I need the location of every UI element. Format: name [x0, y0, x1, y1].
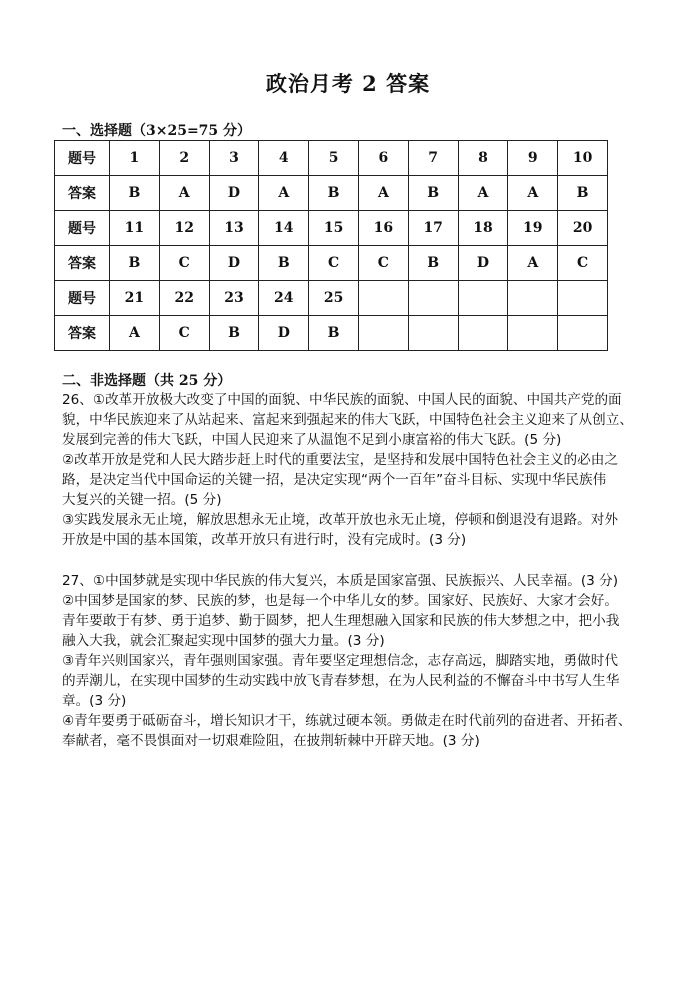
table-cell: 4 [259, 141, 309, 176]
answer-line: 貌，中华民族迎来了从站起来、富起来到强起来的伟大飞跃，中国特色社会主义迎来了从创立、 [62, 412, 633, 428]
table-cell [458, 316, 508, 351]
table-cell: B [259, 246, 309, 281]
table-cell: 1 [110, 141, 160, 176]
table-cell: 14 [259, 211, 309, 246]
table-row [55, 141, 608, 176]
table-cell: B [110, 246, 160, 281]
table-cell: 6 [358, 141, 408, 176]
row-label: 答案 [55, 316, 110, 351]
table-cell: A [508, 176, 558, 211]
answer-table [54, 140, 608, 351]
answer-line: 青年要敢于有梦、勇于追梦、勤于圆梦，把人生理想融入国家和民族的伟大梦想之中，把小我 [62, 613, 620, 629]
row-label: 题号 [55, 141, 110, 176]
question-27-answer [62, 571, 642, 751]
row-label: 题号 [55, 281, 110, 316]
table-cell: D [458, 246, 508, 281]
table-cell: D [259, 316, 309, 351]
answer-line: ③青年兴则国家兴，青年强则国家强。青年要坚定理想信念，志存高远，脚踏实地，勇做时代 [62, 653, 618, 669]
table-cell: C [309, 246, 359, 281]
table-row [55, 246, 608, 281]
answer-line: ②改革开放是党和人民大踏步赶上时代的重要法宝，是坚持和发展中国特色社会主义的必由之 [62, 452, 618, 468]
table-cell [358, 316, 408, 351]
row-label: 题号 [55, 211, 110, 246]
table-cell [558, 281, 608, 316]
page-title: 政治月考 2 答案 [265, 71, 431, 96]
table-cell: 21 [110, 281, 160, 316]
table-cell: 9 [508, 141, 558, 176]
table-cell: 17 [408, 211, 458, 246]
table-cell: D [209, 176, 259, 211]
table-cell: A [110, 316, 160, 351]
answer-line: 开放是中国的基本国策，改革开放只有进行时，没有完成时。(3 分) [62, 532, 467, 548]
table-cell: 19 [508, 211, 558, 246]
table-cell: C [558, 246, 608, 281]
table-row [55, 211, 608, 246]
answer-line: 的弄潮儿，在实现中国梦的生动实践中放飞青春梦想，在为人民利益的不懈奋斗中书写人生华 [62, 673, 620, 689]
answer-line: ②中国梦是国家的梦、民族的梦，也是每一个中华儿女的梦。国家好、民族好、大家才会好。 [62, 593, 618, 609]
table-cell: 5 [309, 141, 359, 176]
table-cell [508, 281, 558, 316]
table-row [55, 176, 608, 211]
table-cell [408, 316, 458, 351]
table-cell: 13 [209, 211, 259, 246]
table-cell: C [159, 246, 209, 281]
table-cell: 16 [358, 211, 408, 246]
answer-line: 章。(3 分) [62, 693, 127, 709]
table-cell [358, 281, 408, 316]
table-cell: 2 [159, 141, 209, 176]
table-cell [558, 316, 608, 351]
answer-line: 发展到完善的伟大飞跃，中国人民迎来了从温饱不足到小康富裕的伟大飞跃。(5 分) [62, 432, 562, 448]
table-cell: 25 [309, 281, 359, 316]
table-cell: 18 [458, 211, 508, 246]
table-cell: B [558, 176, 608, 211]
table-cell [508, 316, 558, 351]
table-cell: 10 [558, 141, 608, 176]
row-label: 答案 [55, 246, 110, 281]
answer-line: 路，是决定当代中国命运的关键一招，是决定实现“两个一百年”奋斗目标、实现中华民族伟 [62, 472, 607, 488]
answer-line: ④青年要勇于砥砺奋斗，增长知识才干，练就过硬本领。勇做走在时代前列的奋进者、开拓者、 [62, 713, 632, 729]
answer-line: 奉献者，毫不畏惧面对一切艰难险阻，在披荆斩棘中开辟天地。(3 分) [62, 733, 480, 749]
answer-line: 大复兴的关键一招。(5 分) [62, 492, 222, 508]
table-cell: A [508, 246, 558, 281]
table-cell: B [209, 316, 259, 351]
question-26-answer [62, 390, 642, 550]
table-cell: 11 [110, 211, 160, 246]
answer-line: 26、①改革开放极大改变了中国的面貌、中华民族的面貌、中国人民的面貌、中国共产党的面 [62, 392, 622, 408]
table-cell: B [309, 176, 359, 211]
table-cell: B [110, 176, 160, 211]
table-cell [458, 281, 508, 316]
table-cell: A [259, 176, 309, 211]
answer-line: 融入大我，就会汇聚起实现中国梦的强大力量。(3 分) [62, 633, 385, 649]
table-cell: 12 [159, 211, 209, 246]
table-cell: B [408, 176, 458, 211]
table-cell: 3 [209, 141, 259, 176]
table-cell: A [458, 176, 508, 211]
table-cell: 15 [309, 211, 359, 246]
table-cell: 23 [209, 281, 259, 316]
table-cell [408, 281, 458, 316]
table-cell: 8 [458, 141, 508, 176]
table-cell: A [358, 176, 408, 211]
table-cell: D [209, 246, 259, 281]
section-heading-non-choice: 二、非选择题（共 25 分） [62, 373, 232, 389]
section-heading-choice: 一、选择题（3×25=75 分） [62, 123, 252, 139]
answer-line: 27、①中国梦就是实现中华民族的伟大复兴，本质是国家富强、民族振兴、人民幸福。(3 分) [62, 573, 619, 589]
table-cell: 22 [159, 281, 209, 316]
table-cell: B [408, 246, 458, 281]
table-cell: C [358, 246, 408, 281]
table-row [55, 316, 608, 351]
table-cell: 20 [558, 211, 608, 246]
table-cell: B [309, 316, 359, 351]
table-cell: 24 [259, 281, 309, 316]
table-row [55, 281, 608, 316]
row-label: 答案 [55, 176, 110, 211]
table-cell: 7 [408, 141, 458, 176]
table-cell: A [159, 176, 209, 211]
answer-line: ③实践发展永无止境，解放思想永无止境，改革开放也永无止境，停顿和倒退没有退路。对外 [62, 512, 618, 528]
table-cell: C [159, 316, 209, 351]
